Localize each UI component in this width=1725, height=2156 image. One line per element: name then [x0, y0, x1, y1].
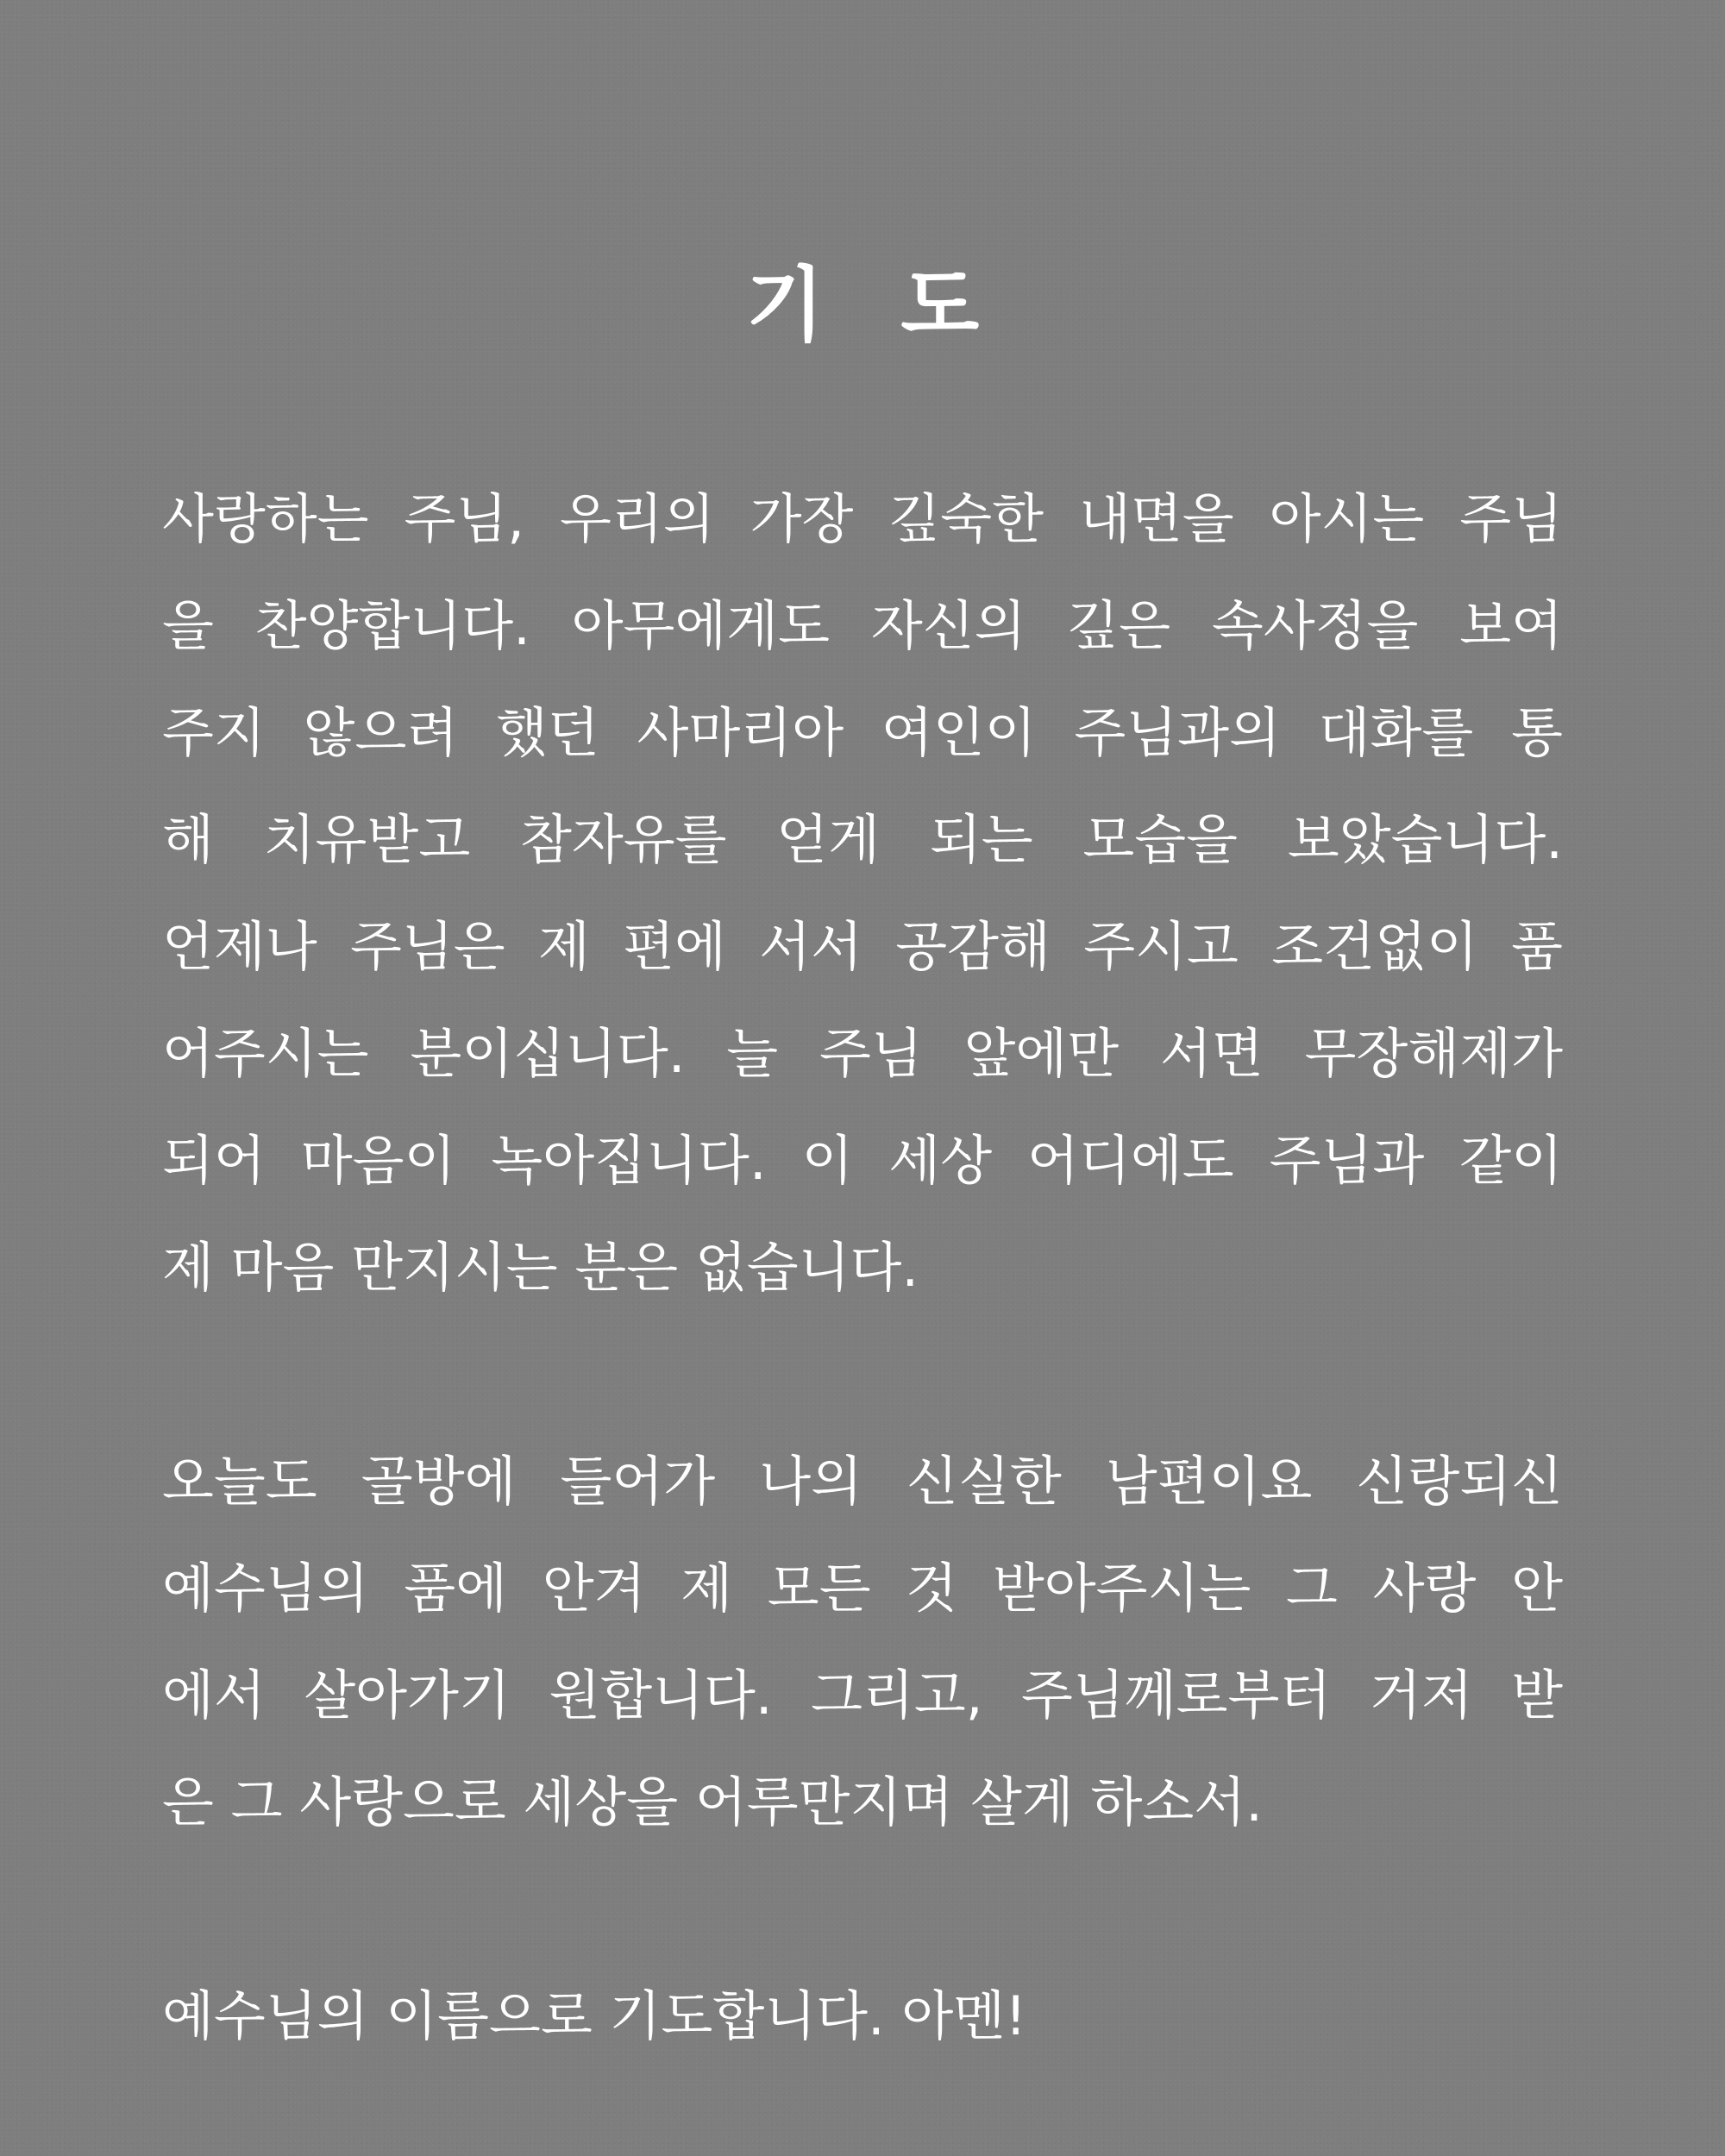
closing-line: 예수님의 이름으로 기도합니다. 아멘!: [162, 1984, 1027, 2047]
paragraph-2: [162, 1428, 1563, 1856]
text-line: 을 찬양합니다. 아무에게도 자신의 깊은 속사정을 보여: [162, 594, 1563, 657]
text-line: 오늘도 골방에 들어가 나의 신실한 남편이요 신랑되신: [162, 1450, 1563, 1513]
text-line: 제 마음 만지시는 분은 없습니다.: [162, 1236, 919, 1299]
paragraph-3: [162, 1963, 1563, 2070]
paragraph-gap: [162, 1856, 1563, 1963]
text-line: 주지 않으려 했던 사마리아 여인이 주님과의 대화를 통: [162, 701, 1563, 764]
text-line: 은 그 사랑으로 세상을 어루만지며 살게 하소서.: [162, 1771, 1263, 1833]
text-line: 사랑하는 주님, 우리의 가장 깊숙한 내면을 아시는 주님: [162, 487, 1563, 550]
text-line: 되어 마음이 녹아집니다. 이 세상 어디에도 주님과 같이: [162, 1129, 1563, 1192]
text-line: 에서 살아가기 원합니다. 그리고, 주님께로부터 거저 받: [162, 1664, 1563, 1727]
paragraph-gap: [162, 1321, 1563, 1428]
text-line: 어주시는 분이십니다. 늘 주님 앞에만 서면 무장해제가: [162, 1022, 1563, 1085]
text-line: 예수님의 품에 안겨 제 모든 것 받아주시는 그 사랑 안: [162, 1557, 1563, 1620]
text-line: 언제나 주님은 제 편에 서서 공감해 주시고 조건없이 품: [162, 915, 1563, 978]
text-line: 해 치유받고 참자유를 얻게 되는 모습을 보았습니다.: [162, 808, 1563, 871]
prayer-document: [162, 259, 1563, 2070]
page-title: 기 도: [745, 259, 1004, 353]
paragraph-1: [162, 466, 1563, 1321]
